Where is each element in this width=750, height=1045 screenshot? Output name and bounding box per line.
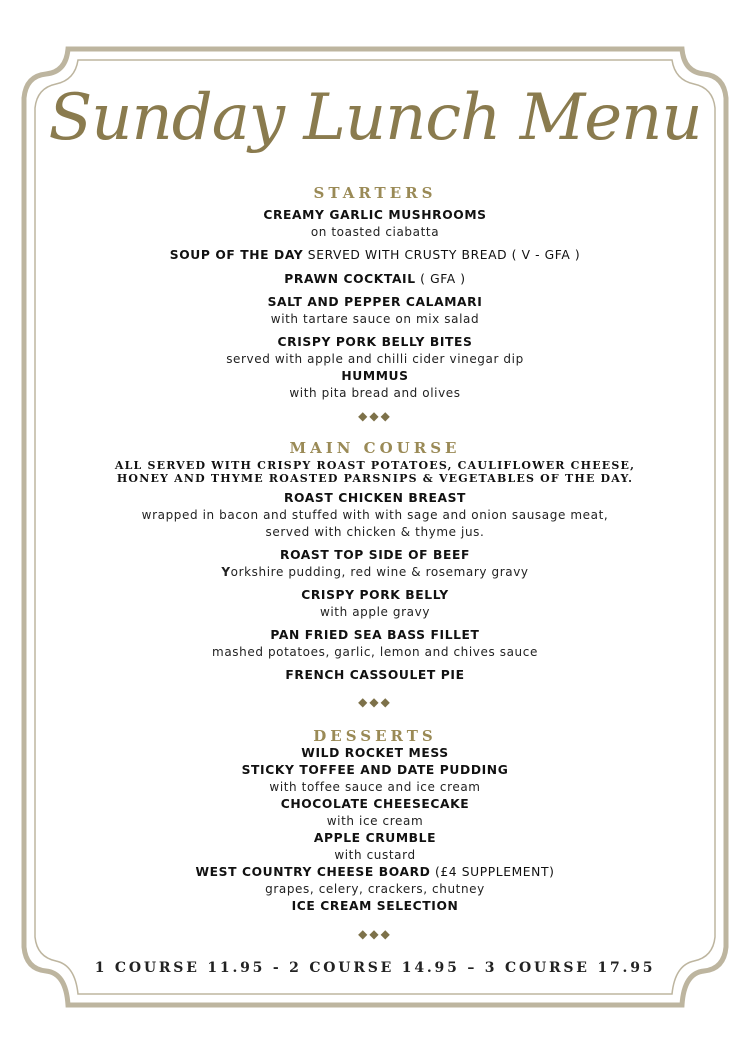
- menu-item: [0, 294, 750, 328]
- item-name: PAN FRIED SEA BASS FILLET: [270, 628, 480, 642]
- item-description: with ice cream: [326, 814, 424, 828]
- menu-item: [0, 627, 750, 661]
- item-description: orkshire pudding, red wine & rosemary gravy: [230, 565, 529, 579]
- item-name: ROAST TOP SIDE OF BEEF: [280, 548, 470, 562]
- item-name: HUMMUS: [341, 369, 409, 383]
- starters-heading: STARTERS: [313, 184, 437, 202]
- main-course-section: [0, 439, 750, 709]
- item-name: FRENCH CASSOULET PIE: [285, 668, 465, 682]
- item-name: WEST COUNTRY CHEESE BOARD: [195, 865, 431, 879]
- menu-item: [0, 207, 750, 241]
- item-description: grapes, celery, crackers, chutney: [265, 882, 485, 896]
- menu-item: [0, 898, 750, 915]
- menu-item: [0, 830, 750, 864]
- item-inline-note: ( GFA ): [415, 272, 466, 286]
- menu-item: [0, 271, 750, 288]
- item-description: with custard: [334, 848, 416, 862]
- starters-section: [0, 184, 750, 423]
- item-description: on toasted ciabatta: [310, 225, 440, 239]
- item-description: wrapped in bacon and stuffed with with sage and onion sausage meat,: [141, 508, 609, 522]
- menu-item: [0, 762, 750, 796]
- item-name: WILD ROCKET MESS: [301, 746, 449, 760]
- item-name: CRISPY PORK BELLY BITES: [277, 335, 473, 349]
- desserts-heading: DESSERTS: [313, 727, 437, 745]
- menu-item: [0, 490, 750, 541]
- menu-item: [0, 334, 750, 368]
- menu-item: [0, 368, 750, 402]
- menu-item: [0, 587, 750, 621]
- course-prices: 1 COURSE 11.95 - 2 COURSE 14.95 – 3 COURSE 17.95: [94, 960, 656, 976]
- menu-item: [0, 796, 750, 830]
- item-description: with tartare sauce on mix salad: [270, 312, 480, 326]
- item-name: PRAWN COCKTAIL: [284, 272, 416, 286]
- item-description: with toffee sauce and ice cream: [269, 780, 481, 794]
- item-description: with pita bread and olives: [289, 386, 461, 400]
- item-name: SOUP OF THE DAY: [169, 248, 304, 262]
- item-name: CREAMY GARLIC MUSHROOMS: [263, 208, 487, 222]
- diamond-divider: ◆◆◆: [358, 695, 392, 709]
- main-course-note-line1: ALL SERVED WITH CRISPY ROAST POTATOES, CAULIFLOWER CHEESE,: [114, 459, 636, 472]
- menu-item: [0, 547, 750, 581]
- item-inline-note: (£4 SUPPLEMENT): [430, 865, 555, 879]
- item-description: mashed potatoes, garlic, lemon and chives sauce: [212, 645, 538, 659]
- main-course-heading: MAIN COURSE: [289, 439, 461, 457]
- item-name: SALT AND PEPPER CALAMARI: [267, 295, 483, 309]
- item-name: APPLE CRUMBLE: [313, 831, 437, 845]
- desserts-section: [0, 727, 750, 941]
- item-name: ROAST CHICKEN BREAST: [283, 491, 467, 505]
- item-name: STICKY TOFFEE AND DATE PUDDING: [241, 763, 509, 777]
- diamond-divider: ◆◆◆: [358, 927, 392, 941]
- item-name: CHOCOLATE CHEESECAKE: [280, 797, 470, 811]
- item-name: CRISPY PORK BELLY: [301, 588, 449, 602]
- item-name: ICE CREAM SELECTION: [291, 899, 459, 913]
- item-description-line2: served with chicken & thyme jus.: [265, 525, 485, 539]
- menu-title: Sunday Lunch Menu: [48, 81, 702, 155]
- menu-item: [0, 745, 750, 762]
- menu-item: [0, 247, 750, 264]
- menu-item: [0, 667, 750, 684]
- item-description-initial: Y: [221, 565, 231, 579]
- item-description: served with apple and chilli cider vinegar dip: [226, 352, 524, 366]
- menu-item: [0, 864, 750, 898]
- item-description: with apple gravy: [319, 605, 431, 619]
- main-course-note-line2: HONEY AND THYME ROASTED PARSNIPS & VEGETABLES OF THE DAY.: [116, 472, 634, 485]
- item-inline-note: SERVED WITH CRUSTY BREAD ( V - GFA ): [303, 248, 581, 262]
- diamond-divider: ◆◆◆: [358, 409, 392, 423]
